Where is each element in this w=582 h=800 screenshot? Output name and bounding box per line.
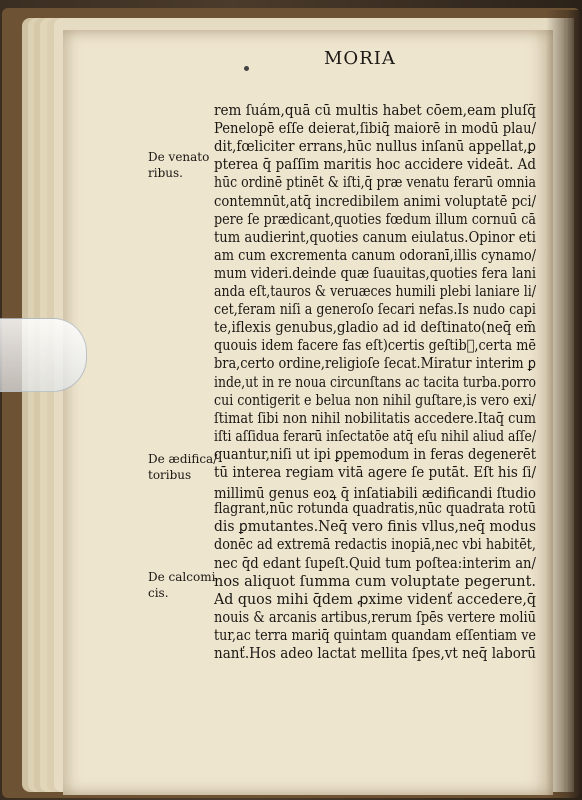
- page-marker-tab: [0, 318, 87, 392]
- text-line: mum videri.deinde quæ ſuauitas,quoties fera lani: [214, 265, 536, 282]
- text-line: pere ſe prædicant,quoties fœdum illum cornuū cā: [214, 211, 536, 228]
- text-line: ſtimat ſibi non nihil nobilitatis accedere.Itaq̄ cum: [214, 410, 536, 427]
- text-line: dit,fœliciter errans,hūc nullus inſanū appellat,ꝑ: [214, 139, 536, 156]
- text-line: am cum excrementa canum odoranī,illis cynamo/: [214, 247, 536, 264]
- margin-note-line: ribus.: [148, 166, 183, 180]
- text-line: nec q̄d edant ſupeſt.Quid tum poſtea:interim an/: [214, 555, 536, 572]
- text-line: rem ſuám,quā cū multis habet cōem,eam pluſq̄: [214, 103, 536, 119]
- margin-note-line: De venato: [148, 150, 210, 164]
- ink-dot: [244, 66, 249, 71]
- margin-note-line: De calcomi: [148, 570, 216, 584]
- text-line: bra,certo ordine,religioſe ſecat.Miratur interim ꝑ: [214, 356, 536, 373]
- text-line: dis ꝑmutantes.Neq̄ vero finis vllus,neq̄ modus: [214, 519, 536, 536]
- text-line: iſti aſſidua ferarū inſectatōe atq̄ eſu nihil aliud aſſe/: [214, 428, 536, 445]
- text-line: Penelopē eſſe deierat,ſibiq̄ maiorē in modū plau/: [214, 121, 536, 138]
- text-line: quantur,niſi ut ipi ꝑpemodum in feras degenerēt: [214, 446, 536, 463]
- text-line: nos aliquot ſumma cum voluptate pegerunt.: [214, 573, 536, 590]
- margin-note-line: cis.: [148, 586, 169, 600]
- text-line: anda eſt,tauros & veruæces humili plebi laniare li/: [214, 284, 536, 300]
- text-line: flagrant,nūc rotunda quadratis,nūc quadrata rotū: [214, 501, 536, 518]
- text-line: pterea q̄ paſſim maritis hoc accidere videāt. Ad: [214, 157, 536, 174]
- margin-note-line: De ædifica/: [148, 452, 218, 466]
- running-header: MORIA: [324, 48, 396, 69]
- text-line: quouis idem facere fas eſt)certis geſtib᷒,certa mē: [214, 338, 536, 355]
- text-line: te,iflexis genubus,gladio ad id deſtinato(neq̄ em̄: [214, 320, 536, 337]
- text-line: tur,ac terra mariq̄ quintam quandam eſſentiam ve: [214, 627, 536, 644]
- book-gutter: [546, 10, 582, 798]
- text-line: Ad quos mihi q̄dem ꝓxime videnť accedere,q̄: [214, 591, 536, 608]
- text-line: contemnūt,atq̄ incredibilem animi voluptatē pci/: [214, 193, 536, 210]
- text-line: tum audierint,quoties canum eiulatus.Opinor eti: [214, 229, 536, 246]
- text-line: nanť.Hos adeo lactat mellita ſpes,vt neq̄ laborū: [214, 646, 536, 662]
- text-line: nouis & arcanis artibus,rerum ſpēs vertere moliū: [214, 609, 536, 626]
- text-line: inde,ut in re noua circunſtans ac tacita turba.porro: [214, 374, 536, 391]
- text-line: millimū genus eoꝝ q̄ inſatiabili ædificandi ſtudio: [214, 486, 536, 503]
- text-line: hūc ordinē ptinēt & iſti,q̄ præ venatu ferarū omnia: [214, 175, 536, 192]
- margin-note-line: toribus: [148, 468, 192, 482]
- text-line: cet,feram niſi a generoſo ſecari nefas.Is nudo capi: [214, 302, 536, 319]
- text-line: donēc ad extremā redactis inopiā,nec vbi habitēt,: [214, 537, 536, 554]
- text-line: cui contigerit e belua non nihil guſtare,is vero exi/: [214, 392, 536, 409]
- text-line: tū interea regiam vitā agere ſe putāt. Eſt his ſi/: [214, 465, 536, 481]
